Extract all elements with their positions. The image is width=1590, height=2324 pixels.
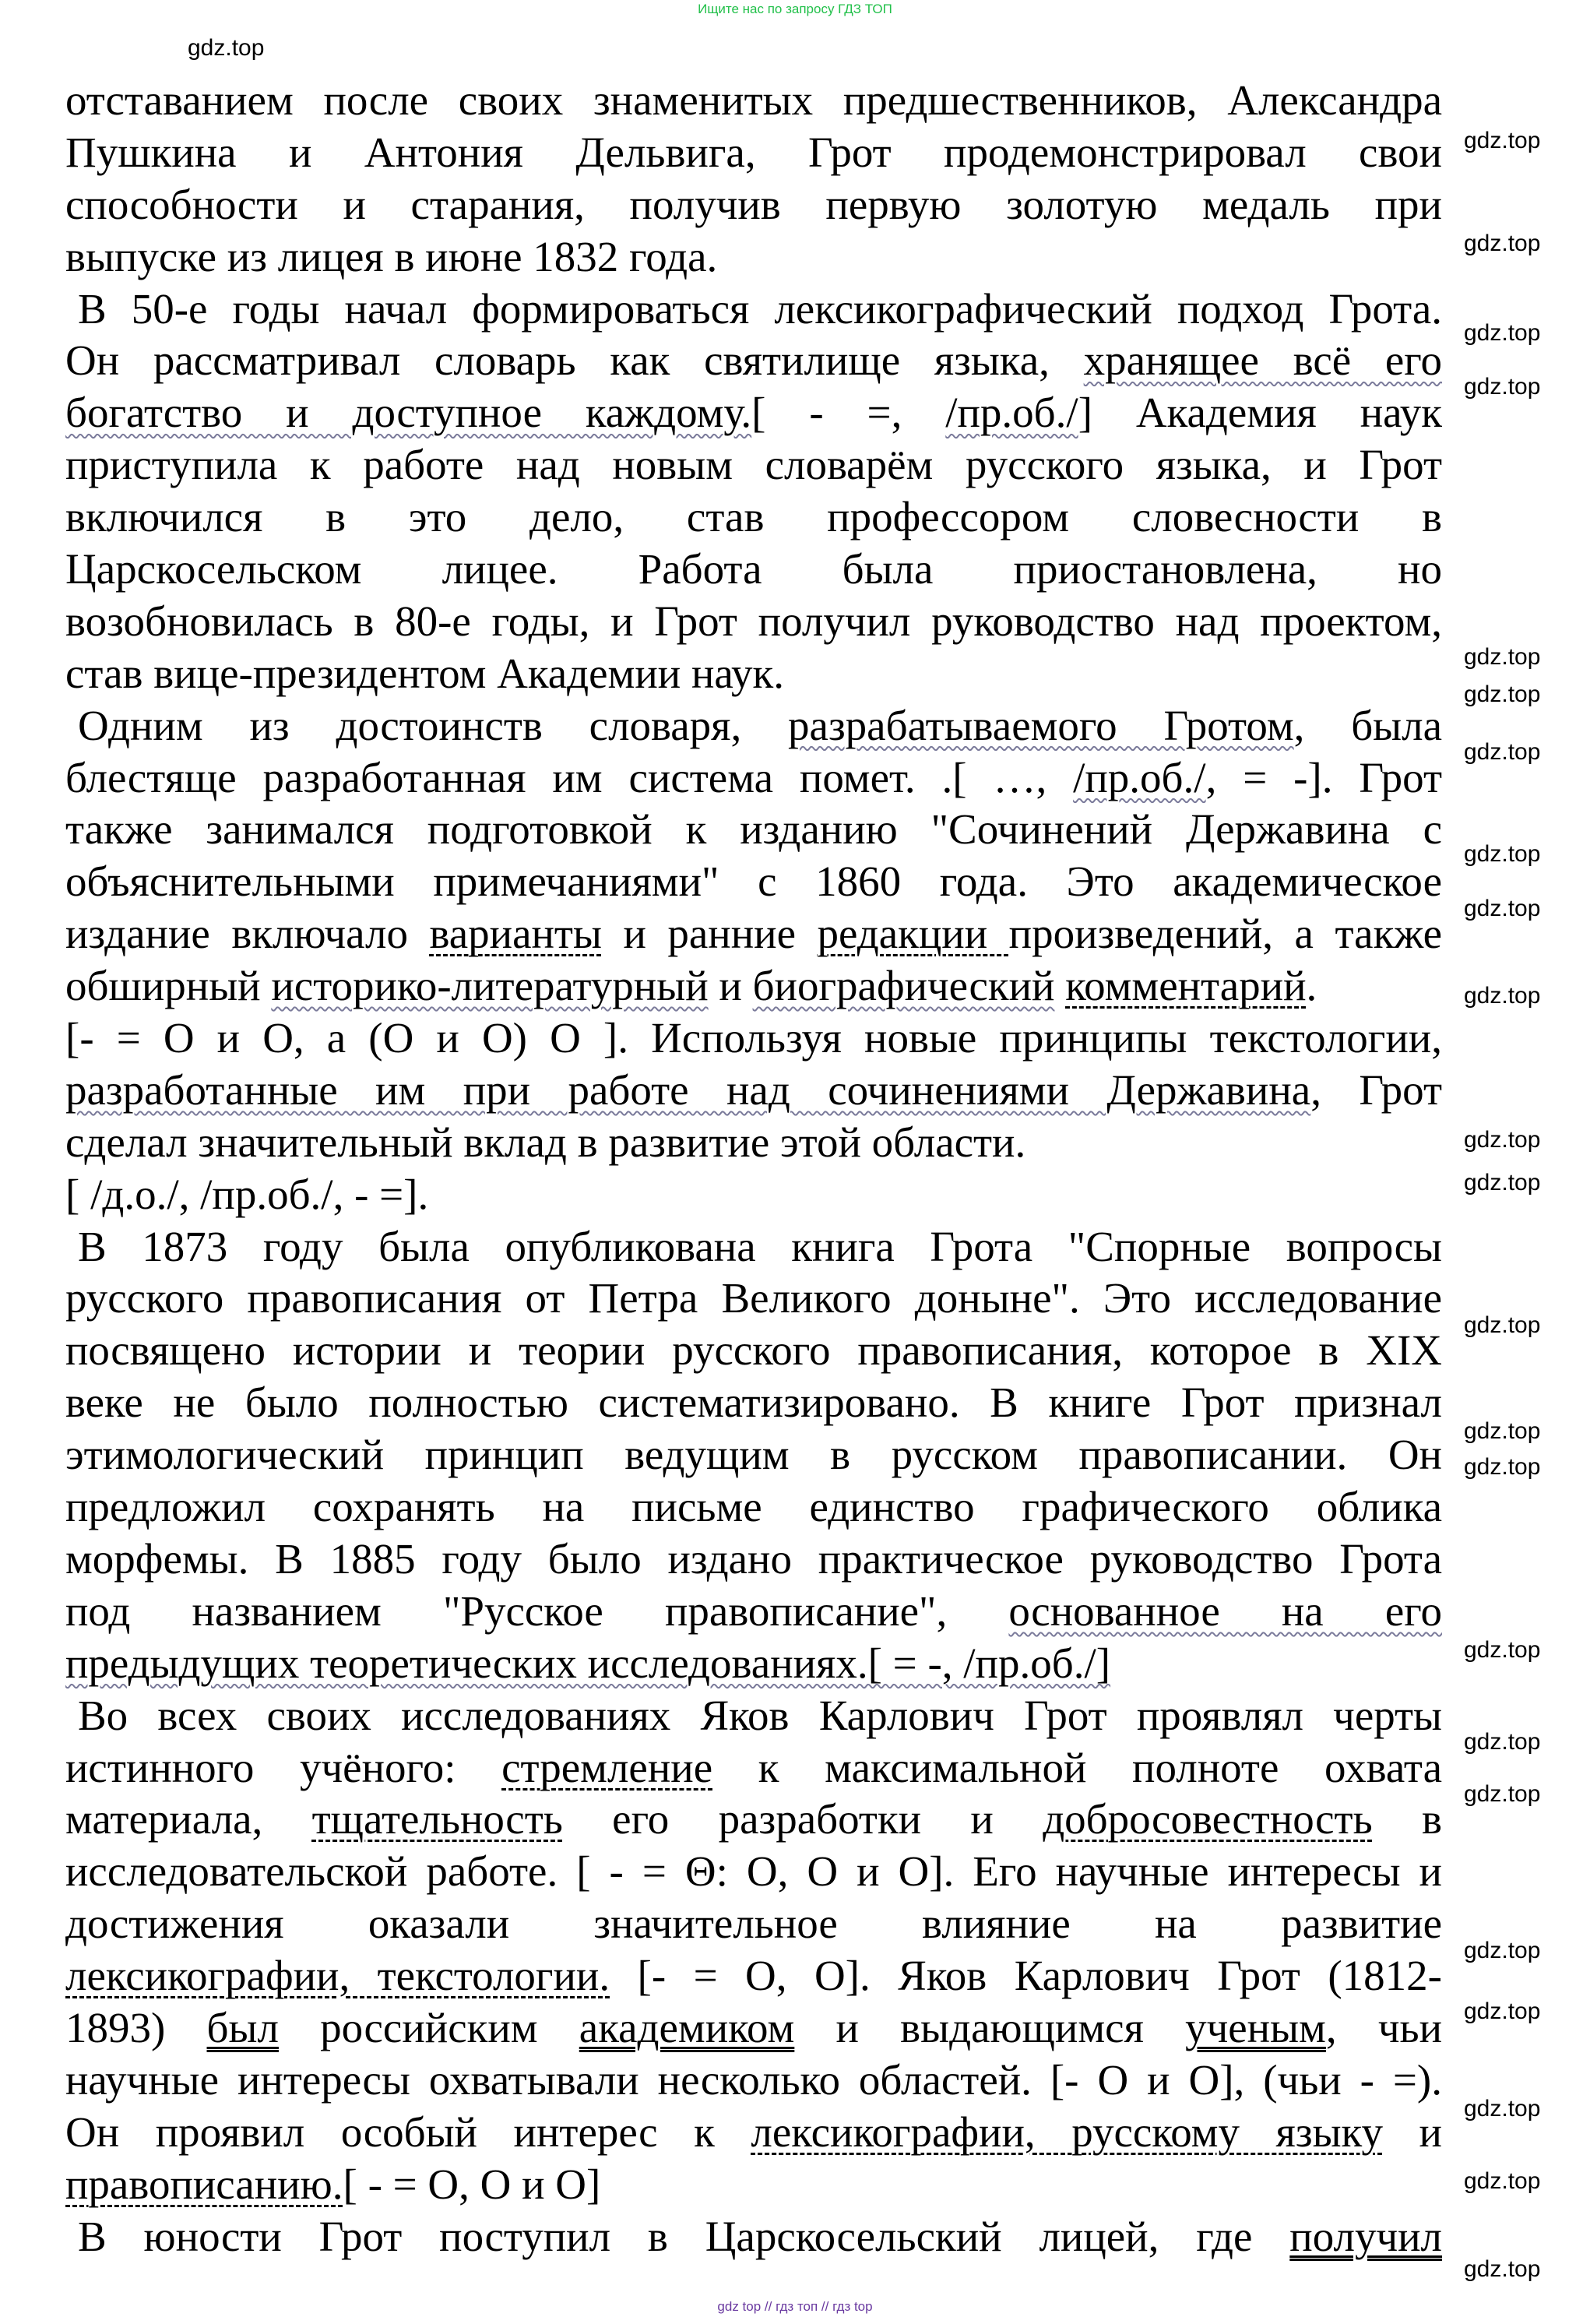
underlined-fragment-wavy: предыдущих теоретических исследованиях.[ = -, /пр.об./] bbox=[65, 1639, 1111, 1687]
underlined-fragment-dash: лексикографии, текстологии. bbox=[65, 1952, 610, 2000]
underlined-fragment-wavy: богатство и доступное каждому. bbox=[65, 389, 752, 437]
text-fragment: сделал значительный вклад в развитие этой области. bbox=[65, 1118, 1026, 1166]
text-line bbox=[65, 127, 1442, 179]
text-fragment: веке не было полностью систематизировано. В книге Грот признал bbox=[65, 1379, 1442, 1427]
text-line bbox=[65, 596, 1442, 648]
text-fragment: отставанием после своих знаменитых предшественников, Александра bbox=[65, 76, 1442, 124]
underlined-fragment-wavy: разработанные им при работе над сочинениями Державина bbox=[65, 1065, 1311, 1114]
text-fragment: Во всех своих исследованиях Яков Карлович Грот проявлял черты bbox=[78, 1691, 1442, 1739]
underlined-fragment-dash: комментарий bbox=[1065, 962, 1307, 1010]
text-fragment: русского правописания от Петра Великого доныне". Это исследование bbox=[65, 1274, 1442, 1322]
watermark-text: gdz.top bbox=[1464, 644, 1541, 670]
text-fragment: Пушкина и Антония Дельвига, Грот продемонстрировал свои bbox=[65, 128, 1442, 176]
text-line bbox=[65, 1742, 1442, 1794]
watermark-text: gdz.top bbox=[1464, 841, 1541, 867]
text-fragment: морфемы. В 1885 году было издано практическое руководство Грота bbox=[65, 1534, 1442, 1583]
text-fragment: Он рассматривал словарь как святилище языка, bbox=[65, 336, 1084, 385]
watermark-text: gdz.top bbox=[1464, 983, 1541, 1009]
text-line bbox=[65, 1481, 1442, 1533]
text-line bbox=[65, 1898, 1442, 1950]
underlined-fragment-dash: редакции bbox=[817, 910, 1009, 958]
underlined-fragment-wavy: /пр.об./ bbox=[1073, 753, 1206, 801]
underlined-fragment-wavy: хранящее всё его bbox=[1083, 336, 1442, 385]
text-line bbox=[65, 1846, 1442, 1898]
underlined-fragment-double: академиком bbox=[579, 2003, 795, 2051]
text-fragment: посвящено истории и теории русского правописания, которое в XIX bbox=[65, 1326, 1442, 1375]
watermark-text: gdz.top bbox=[1464, 1418, 1541, 1444]
text-fragment: научные интересы охватывали несколько областей. [- О и О], (чьи - =). bbox=[65, 2055, 1442, 2104]
text-line bbox=[65, 2107, 1442, 2159]
watermark-text: gdz.top bbox=[1464, 2256, 1541, 2282]
top-banner: Ищите нас по запросу ГДЗ ТОП bbox=[698, 2, 892, 16]
text-fragment: 1893) bbox=[65, 2003, 207, 2051]
text-line bbox=[65, 1690, 1442, 1742]
text-fragment: . bbox=[1306, 962, 1317, 1010]
text-fragment: В 1873 году была опубликована книга Грота "Спорные вопросы bbox=[78, 1222, 1442, 1270]
underlined-fragment-double: ученым bbox=[1185, 2003, 1326, 2051]
watermark-text: gdz.top bbox=[1464, 1127, 1541, 1153]
underlined-fragment-dash: тщательность bbox=[311, 1795, 563, 1843]
footer-banner: gdz top // гдз топ // гдз top bbox=[717, 2299, 873, 2314]
watermark-text: gdz.top bbox=[1464, 1781, 1541, 1807]
text-fragment: способности и старания, получив первую золотую медаль при bbox=[65, 180, 1442, 228]
watermark-text: gdz.top bbox=[1464, 1998, 1541, 2024]
underlined-fragment-dash: добросовестность bbox=[1043, 1795, 1373, 1843]
text-line bbox=[65, 648, 1442, 700]
underlined-fragment-dash: лексикографии, русскому языку bbox=[751, 2107, 1383, 2156]
text-fragment: к максимальной полноте охвата bbox=[712, 1743, 1442, 1791]
underlined-fragment-double: был bbox=[206, 2003, 279, 2051]
underlined-fragment-wavy: /пр.об./ bbox=[945, 389, 1078, 437]
text-fragment: [ - = О, О и О] bbox=[343, 2160, 601, 2208]
text-line bbox=[65, 1638, 1442, 1690]
text-fragment: ] Академия наук bbox=[1078, 389, 1442, 437]
text-fragment: блестяще разработанная им система помет. .[ …, bbox=[65, 753, 1074, 801]
underlined-fragment-wavy: разрабатываемого Гротом bbox=[788, 701, 1294, 749]
text-line bbox=[65, 1273, 1442, 1325]
text-line bbox=[65, 2002, 1442, 2055]
text-line bbox=[65, 2055, 1442, 2107]
underlined-fragment-dash: варианты bbox=[429, 910, 602, 958]
watermark-text: gdz.top bbox=[1464, 1729, 1541, 1755]
text-line bbox=[65, 544, 1442, 596]
watermark-text: gdz.top bbox=[1464, 320, 1541, 346]
text-line bbox=[65, 1325, 1442, 1377]
text-fragment: включился в это дело, став профессором словесности в bbox=[65, 493, 1442, 541]
watermark-text: gdz.top bbox=[1464, 681, 1541, 707]
watermark-text: gdz.top bbox=[188, 35, 265, 61]
text-line bbox=[65, 1169, 1442, 1221]
text-fragment: исследовательской работе. [ - = Θ: О, О и О]. Его научные интересы и bbox=[65, 1847, 1442, 1896]
text-fragment: материала, bbox=[65, 1795, 312, 1843]
text-fragment: под названием "Русское правописание", bbox=[65, 1586, 1009, 1635]
text-line bbox=[65, 1065, 1442, 1117]
text-fragment: , = -]. Грот bbox=[1205, 753, 1442, 801]
text-line bbox=[65, 700, 1442, 752]
text-fragment: и ранние bbox=[601, 910, 818, 958]
text-fragment: , была bbox=[1293, 701, 1442, 749]
text-line bbox=[65, 908, 1442, 960]
text-fragment: В 50-е годы начал формироваться лексикографический подход Грота. bbox=[78, 284, 1442, 333]
text-fragment: возобновилась в 80-е годы, и Грот получил руководство над проектом, bbox=[65, 597, 1442, 645]
watermark-text: gdz.top bbox=[1464, 231, 1541, 256]
text-fragment: приступила к работе над новым словарём русского языка, и Грот bbox=[65, 441, 1442, 489]
text-fragment: этимологический принцип ведущим в русском правописании. Он bbox=[65, 1431, 1442, 1479]
text-line bbox=[65, 1429, 1442, 1481]
underlined-fragment-dash: стремление bbox=[501, 1743, 713, 1791]
text-line bbox=[65, 179, 1442, 231]
text-fragment: издание включало bbox=[65, 910, 430, 958]
text-fragment: [ - =, bbox=[751, 389, 946, 437]
text-line bbox=[65, 1377, 1442, 1429]
text-line bbox=[65, 335, 1442, 387]
text-fragment: и bbox=[1382, 2107, 1442, 2156]
text-fragment: , чьи bbox=[1325, 2003, 1442, 2051]
text-line bbox=[65, 2159, 1442, 2211]
text-fragment bbox=[1054, 962, 1065, 1009]
text-line bbox=[65, 1012, 1442, 1065]
text-fragment: в bbox=[1372, 1795, 1442, 1843]
text-fragment: В юности Грот поступил в Царскосельский лицей, где bbox=[78, 2212, 1290, 2260]
text-fragment: и bbox=[708, 962, 753, 1010]
text-line bbox=[65, 283, 1442, 336]
text-fragment: Он проявил особый интерес к bbox=[65, 2107, 751, 2156]
underlined-fragment-wavy: историко-литературный bbox=[271, 962, 709, 1010]
text-fragment: [- = О, О]. Яков Карлович Грот (1812- bbox=[610, 1952, 1442, 2000]
text-line bbox=[65, 1117, 1442, 1169]
underlined-fragment-wavy: основанное на его bbox=[1008, 1586, 1442, 1635]
text-line bbox=[65, 1533, 1442, 1586]
watermark-text: gdz.top bbox=[1464, 739, 1541, 765]
document-body bbox=[65, 75, 1442, 2262]
text-line bbox=[65, 439, 1442, 491]
text-fragment: его разработки и bbox=[562, 1795, 1043, 1843]
watermark-text: gdz.top bbox=[1464, 1454, 1541, 1480]
watermark-text: gdz.top bbox=[1464, 896, 1541, 921]
text-fragment: истинного учёного: bbox=[65, 1743, 502, 1791]
text-line bbox=[65, 752, 1442, 805]
underlined-fragment-dash: правописанию. bbox=[65, 2160, 343, 2208]
watermark-text: gdz.top bbox=[1464, 2096, 1541, 2122]
watermark-text: gdz.top bbox=[1464, 1312, 1541, 1338]
text-fragment: [- = О и О, а (О и О) О ]. Используя новые принципы текстологии, bbox=[65, 1014, 1442, 1062]
text-line bbox=[65, 387, 1442, 439]
watermark-text: gdz.top bbox=[1464, 1170, 1541, 1195]
text-fragment: Одним из достоинств словаря, bbox=[78, 701, 789, 749]
text-line bbox=[65, 1950, 1442, 2002]
text-fragment: и выдающимся bbox=[794, 2003, 1186, 2051]
text-line bbox=[65, 804, 1442, 856]
watermark-text: gdz.top bbox=[1464, 128, 1541, 153]
text-fragment: [ /д.о./, /пр.об./, - =]. bbox=[65, 1170, 429, 1218]
text-line bbox=[65, 1586, 1442, 1638]
underlined-fragment-wavy: биографический bbox=[752, 962, 1055, 1010]
watermark-text: gdz.top bbox=[1464, 1637, 1541, 1663]
text-line bbox=[65, 231, 1442, 283]
text-line bbox=[65, 960, 1442, 1012]
text-fragment: объяснительными примечаниями" с 1860 года. Это академическое bbox=[65, 857, 1442, 906]
text-line bbox=[65, 2211, 1442, 2263]
text-line bbox=[65, 491, 1442, 544]
text-line bbox=[65, 1794, 1442, 1846]
underlined-fragment-double: получил bbox=[1289, 2212, 1442, 2260]
text-line bbox=[65, 1221, 1442, 1273]
text-fragment: произведений, а также bbox=[1008, 910, 1442, 958]
watermark-text: gdz.top bbox=[1464, 374, 1541, 400]
text-fragment: обширный bbox=[65, 962, 272, 1010]
watermark-text: gdz.top bbox=[1464, 1938, 1541, 1963]
text-line bbox=[65, 75, 1442, 127]
text-fragment: достижения оказали значительное влияние на развитие bbox=[65, 1900, 1442, 1948]
text-fragment: выпуске из лицея в июне 1832 года. bbox=[65, 232, 718, 280]
text-fragment: предложил сохранять на письме единство графического облика bbox=[65, 1483, 1442, 1531]
text-fragment: Царскосельском лицее. Работа была приостановлена, но bbox=[65, 545, 1442, 593]
watermark-text: gdz.top bbox=[1464, 2168, 1541, 2194]
text-fragment: также занимался подготовкой к изданию "Сочинений Державина с bbox=[65, 805, 1442, 854]
text-fragment: став вице-президентом Академии наук. bbox=[65, 649, 784, 697]
text-line bbox=[65, 856, 1442, 908]
text-fragment: российским bbox=[278, 2003, 579, 2051]
text-fragment: , Грот bbox=[1310, 1065, 1442, 1114]
